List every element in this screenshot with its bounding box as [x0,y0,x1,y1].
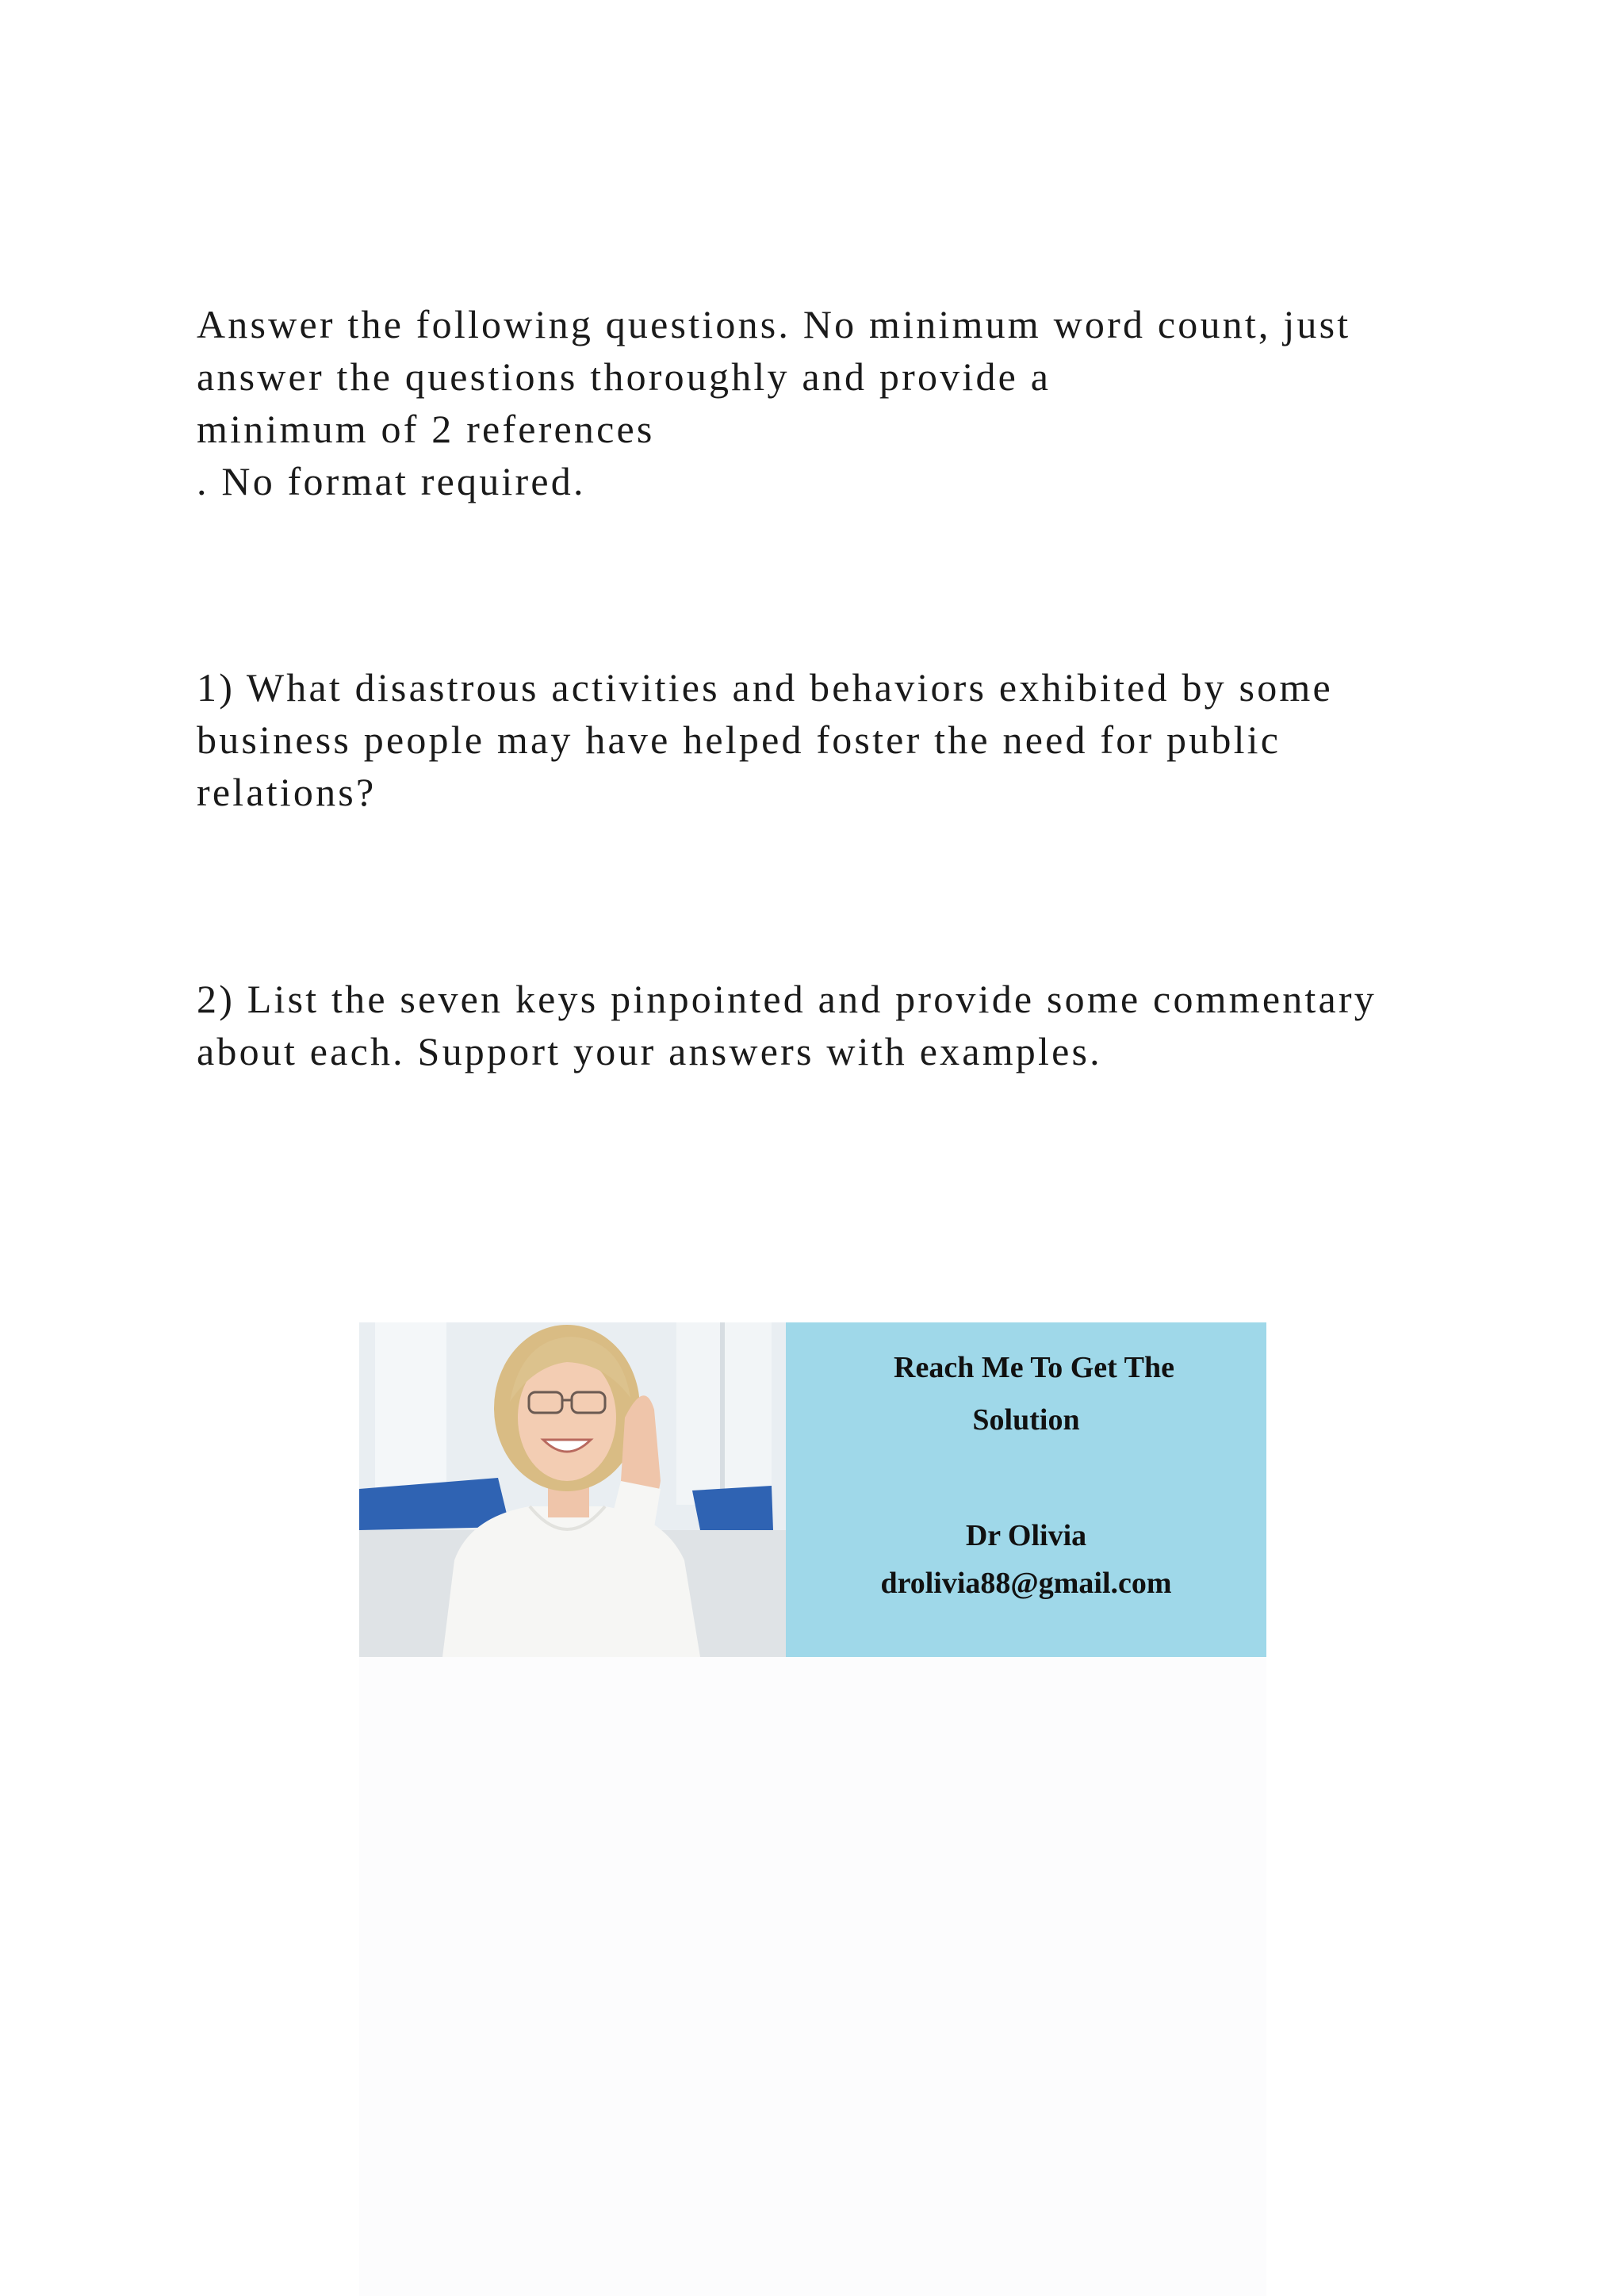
text-line: answer the questions thoroughly and provide a [197,354,1051,399]
question-1 [197,661,1497,818]
text-line: Answer the following questions. No minimum word count, just [197,302,1351,346]
instructions-paragraph [197,298,1497,507]
text-line: about each. Support your answers with examples. [197,1029,1102,1073]
question-2 [197,973,1497,1077]
contact-card [786,1322,1266,1657]
blank-image-area [359,1657,1266,2296]
banner-headline-continued: Solution [972,1403,1080,1437]
text-line: 2) List the seven keys pinpointed and provide some commentary [197,977,1377,1021]
contact-banner [359,1322,1266,1657]
text-line: business people may have helped foster the need for public [197,718,1281,762]
contact-name: Dr Olivia [965,1519,1087,1552]
contact-email: drolivia88@gmail.com [880,1567,1172,1600]
text-line: minimum of 2 references [197,407,655,451]
text-line: . No format required. [197,459,586,503]
woman-portrait-image [359,1322,786,1657]
text-line: 1) What disastrous activities and behaviors exhibited by some [197,665,1333,710]
text-line: relations? [197,770,377,814]
banner-headline: Reach Me To Get The [894,1351,1174,1384]
